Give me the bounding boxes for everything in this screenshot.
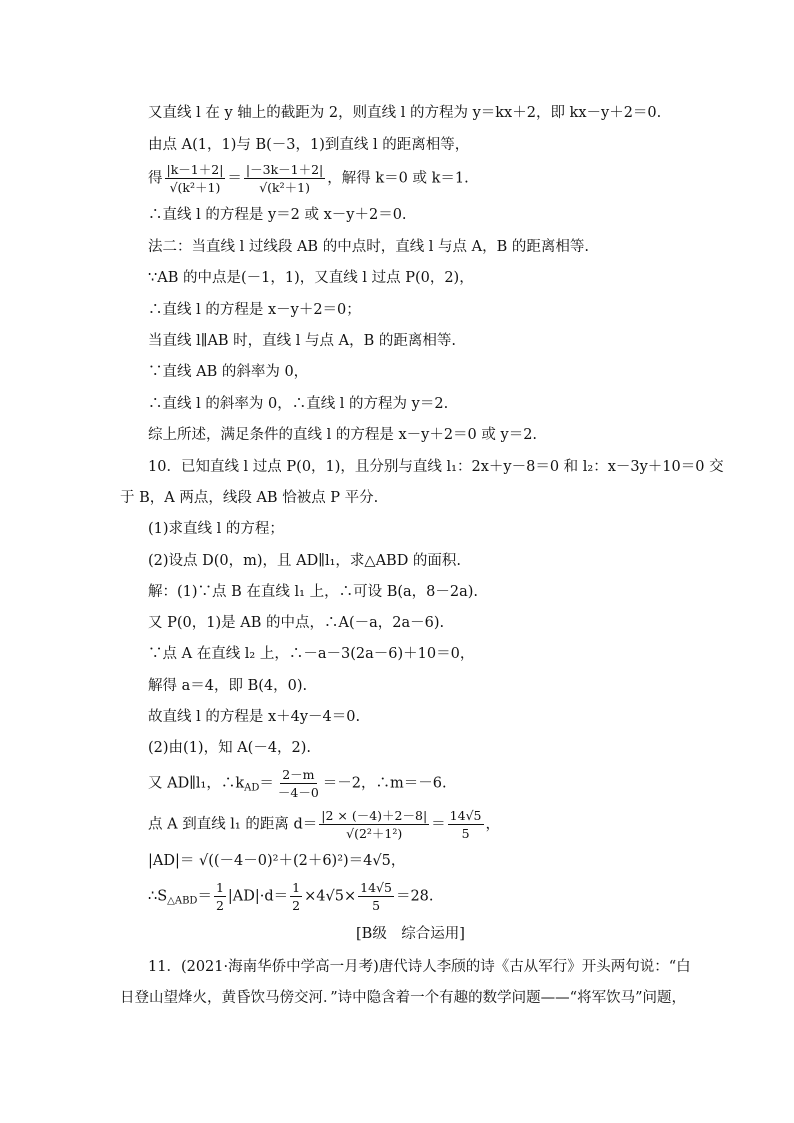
- text-line: 故直线 l 的方程是 x＋4y－4＝0.: [148, 709, 361, 725]
- fraction: [448, 808, 484, 841]
- text: 得: [148, 170, 163, 187]
- text-line: ∴直线 l 的方程是 x－y＋2＝0；: [148, 302, 361, 318]
- denominator: 2: [292, 898, 301, 913]
- text-line: ∵点 A 在直线 l₂ 上，∴－a－3(2a－6)＋10＝0，: [148, 646, 475, 662]
- numerator: |2 × (－4)＋2－8|: [321, 808, 428, 823]
- fraction: [358, 880, 394, 913]
- equation-line: [148, 808, 500, 841]
- denominator: 2: [215, 898, 224, 913]
- text-line: 于 B，A 两点，线段 AB 恰被点 P 平分.: [120, 490, 379, 506]
- numerator: 1: [292, 880, 301, 895]
- numerator: 14√5: [449, 808, 482, 823]
- denominator: －4－0: [277, 785, 319, 800]
- numerator: |－3k－1＋2|: [245, 162, 324, 177]
- text-line: (2)设点 D(0，m)，且 AD∥l₁，求△ABD 的面积.: [148, 553, 462, 569]
- text-line: 由点 A(1，1)与 B(－3，1)到直线 l 的距离相等，: [148, 137, 470, 153]
- text: 又 AD∥l₁，∴k: [148, 775, 245, 792]
- denominator: √(2²＋1²): [346, 826, 403, 841]
- text: |AD|·d＝: [227, 888, 289, 905]
- text: ，解得 k＝0 或 k＝1.: [327, 170, 469, 187]
- fraction: [290, 880, 302, 913]
- text-line: 又 P(0，1)是 AB 的中点，∴A(－a，2a－6).: [148, 615, 445, 631]
- text-line: 解得 a＝4，即 B(4，0).: [148, 678, 308, 694]
- text-line: 又直线 l 在 y 轴上的截距为 2，则直线 l 的方程为 y＝kx＋2，即 kx－y＋2＝0.: [148, 105, 662, 121]
- text-line: ∵AB 的中点是(－1，1)，又直线 l 过点 P(0，2)，: [148, 270, 474, 286]
- text: ＝: [259, 775, 274, 792]
- text: ＝: [227, 170, 242, 187]
- fraction: [276, 767, 321, 800]
- text-line: 综上所述，满足条件的直线 l 的方程是 x－y＋2＝0 或 y＝2.: [148, 427, 538, 443]
- text: ＝: [431, 816, 446, 833]
- numerator: 14√5: [360, 880, 392, 895]
- numerator: 1: [215, 880, 224, 895]
- text: ，: [485, 816, 500, 833]
- text-line: ∴直线 l 的方程是 y＝2 或 x－y＋2＝0.: [148, 207, 407, 223]
- text: ×4√5×: [304, 888, 357, 905]
- text-line: 解：(1)∵点 B 在直线 l₁ 上，∴可设 B(a，8－2a).: [148, 584, 479, 600]
- equation-line: [148, 767, 447, 800]
- subscript: △ABD: [167, 895, 198, 907]
- text-line: |AD|＝ √((－4－0)²＋(2＋6)²)＝4√5，: [148, 853, 406, 869]
- denominator: 5: [372, 898, 381, 913]
- fraction: [319, 808, 429, 841]
- denominator: √(k²＋1): [259, 180, 310, 195]
- question-10: 10．已知直线 l 过点 P(0，1)，且分别与直线 l₁：2x＋y－8＝0 和 l₂：x－3y＋10＝0 交: [148, 459, 724, 475]
- section-heading: [B级 综合运用]: [356, 926, 465, 942]
- text: ＝: [197, 888, 212, 905]
- fraction: [165, 162, 226, 195]
- denominator: 5: [461, 826, 470, 841]
- denominator: √(k²＋1): [169, 180, 221, 195]
- text: ∴S: [148, 888, 168, 905]
- text-line: (2)由(1)，知 A(－4，2).: [148, 740, 312, 756]
- fraction: [244, 162, 325, 195]
- question-11: 11．(2021·海南华侨中学高一月考)唐代诗人李颀的诗《古从军行》开头两句说：“白: [148, 959, 691, 975]
- numerator: |k－1＋2|: [166, 162, 224, 177]
- equation-line: [148, 880, 434, 913]
- equation-line: [148, 162, 469, 195]
- subscript: AD: [244, 782, 260, 794]
- text: 点 A 到直线 l₁ 的距离 d＝: [148, 816, 318, 833]
- text-line: ∴直线 l 的斜率为 0，∴直线 l 的方程为 y＝2.: [148, 396, 449, 412]
- text-line: 日登山望烽火，黄昏饮马傍交河．”诗中隐含着一个有趣的数学问题——“将军饮马”问题，: [120, 990, 686, 1006]
- text-line: 法二：当直线 l 过线段 AB 的中点时，直线 l 与点 A，B 的距离相等.: [148, 239, 590, 255]
- numerator: 2－m: [282, 767, 315, 782]
- text-line: ∵直线 AB 的斜率为 0，: [148, 364, 309, 380]
- text: ＝－2，∴m＝－6.: [322, 775, 447, 792]
- text-line: (1)求直线 l 的方程；: [148, 521, 284, 537]
- fraction: [214, 880, 226, 913]
- text-line: 当直线 l∥AB 时，直线 l 与点 A，B 的距离相等.: [148, 333, 456, 349]
- text: ＝28.: [395, 888, 434, 905]
